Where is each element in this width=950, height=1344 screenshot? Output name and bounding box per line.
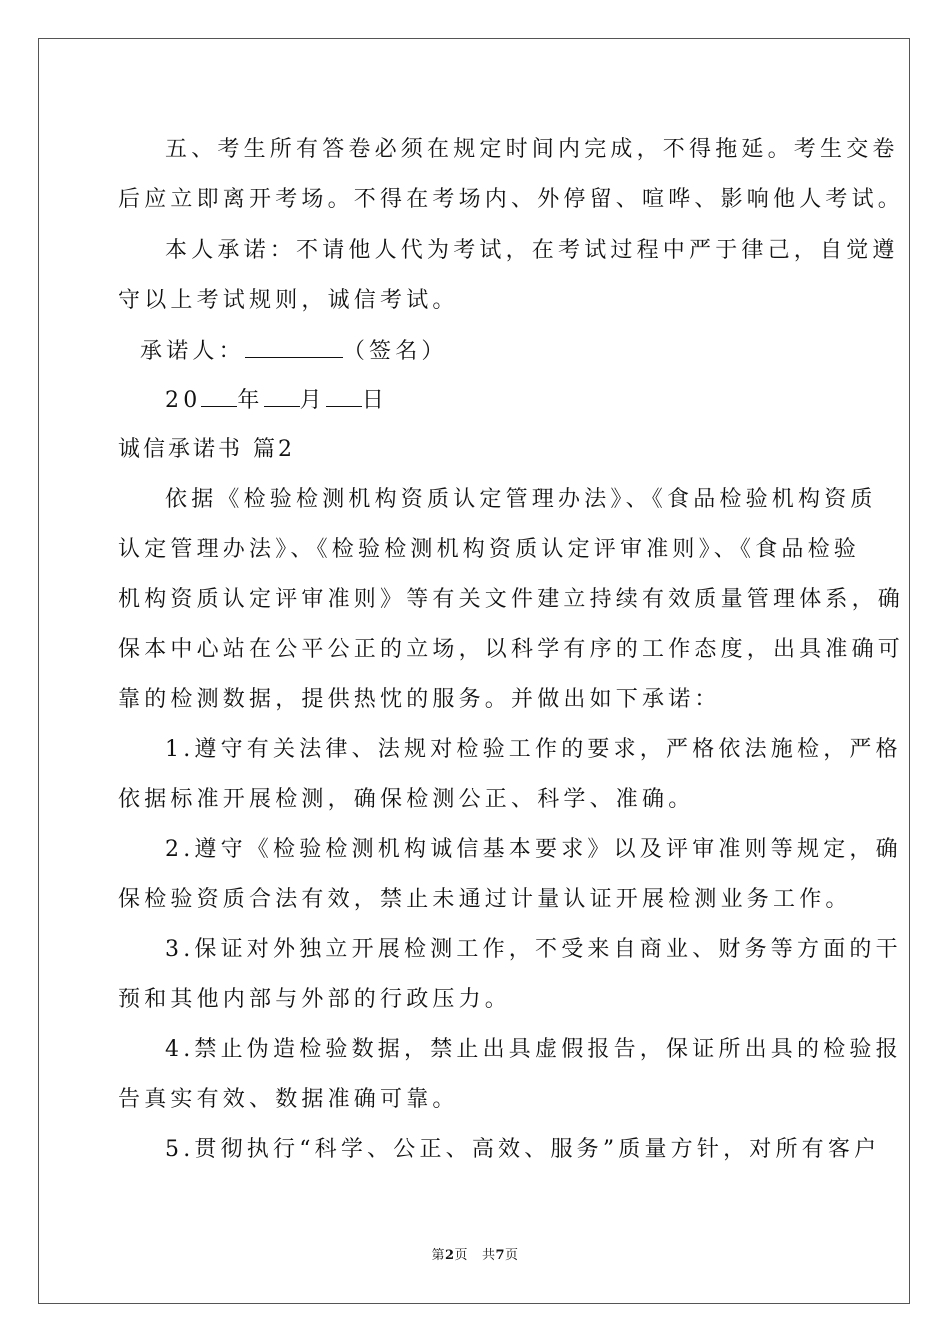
paragraph-line: 后应立即离开考场。不得在考场内、外停留、喧哗、影响他人考试。 bbox=[118, 187, 905, 212]
footer-total-suffix: 页 bbox=[505, 1248, 519, 1263]
footer-page-number: 2 bbox=[444, 1248, 455, 1263]
list-item-line: 保检验资质合法有效，禁止未通过计量认证开展检测业务工作。 bbox=[118, 887, 852, 912]
list-item-line: 依据标准开展检测，确保检测公正、科学、准确。 bbox=[118, 787, 695, 812]
signature-suffix: （签名） bbox=[342, 339, 448, 364]
page-footer bbox=[0, 1248, 950, 1264]
date-year-label: 年 bbox=[237, 388, 264, 413]
signature-line bbox=[140, 337, 860, 366]
date-line bbox=[165, 386, 885, 415]
signature-blank bbox=[245, 337, 343, 358]
footer-page-suffix: 页 bbox=[454, 1248, 469, 1263]
paragraph-line: 认定管理办法》、《检验检测机构资质认定评审准则》、《食品检验 bbox=[118, 537, 861, 562]
footer-page-prefix: 第 bbox=[431, 1248, 445, 1263]
footer-total-prefix: 共 bbox=[481, 1248, 496, 1263]
date-month-blank bbox=[264, 386, 300, 407]
list-item-line: 5.贯彻执行“科学、公正、高效、服务”质量方针，对所有客户 bbox=[165, 1137, 881, 1162]
date-day-label: 日 bbox=[361, 388, 389, 413]
paragraph-line: 依据《检验检测机构资质认定管理办法》、《食品检验机构资质 bbox=[165, 487, 877, 512]
list-item-line: 2.遵守《检验检测机构诚信基本要求》以及评审准则等规定，确 bbox=[165, 837, 902, 862]
list-item-line: 预和其他内部与外部的行政压力。 bbox=[118, 987, 512, 1012]
date-month-label: 月 bbox=[299, 388, 326, 413]
page-frame bbox=[38, 38, 910, 1304]
signature-label: 承诺人： bbox=[140, 339, 245, 364]
paragraph-line: 保本中心站在公平公正的立场，以科学有序的工作态度，出具准确可 bbox=[118, 637, 905, 662]
paragraph-line: 靠的检测数据，提供热忱的服务。并做出如下承诺： bbox=[118, 687, 721, 712]
footer-total-number: 7 bbox=[495, 1248, 506, 1263]
list-item-line: 1.遵守有关法律、法规对检验工作的要求，严格依法施检，严格 bbox=[165, 737, 902, 762]
paragraph-line: 守以上考试规则，诚信考试。 bbox=[118, 288, 459, 313]
list-item-line: 3.保证对外独立开展检测工作，不受来自商业、财务等方面的干 bbox=[165, 937, 902, 962]
paragraph-line: 机构资质认定评审准则》等有关文件建立持续有效质量管理体系，确 bbox=[118, 587, 905, 612]
section-title: 诚信承诺书 篇2 bbox=[118, 437, 295, 462]
list-item-line: 告真实有效、数据准确可靠。 bbox=[118, 1087, 459, 1112]
list-item-line: 4.禁止伪造检验数据，禁止出具虚假报告，保证所出具的检验报 bbox=[165, 1037, 902, 1062]
date-prefix: 20 bbox=[165, 388, 202, 413]
paragraph-line: 五、考生所有答卷必须在规定时间内完成，不得拖延。考生交卷 bbox=[165, 137, 899, 162]
date-year-blank bbox=[201, 386, 237, 407]
paragraph-line: 本人承诺：不请他人代为考试，在考试过程中严于律己，自觉遵 bbox=[165, 238, 899, 263]
date-day-blank bbox=[326, 386, 362, 407]
